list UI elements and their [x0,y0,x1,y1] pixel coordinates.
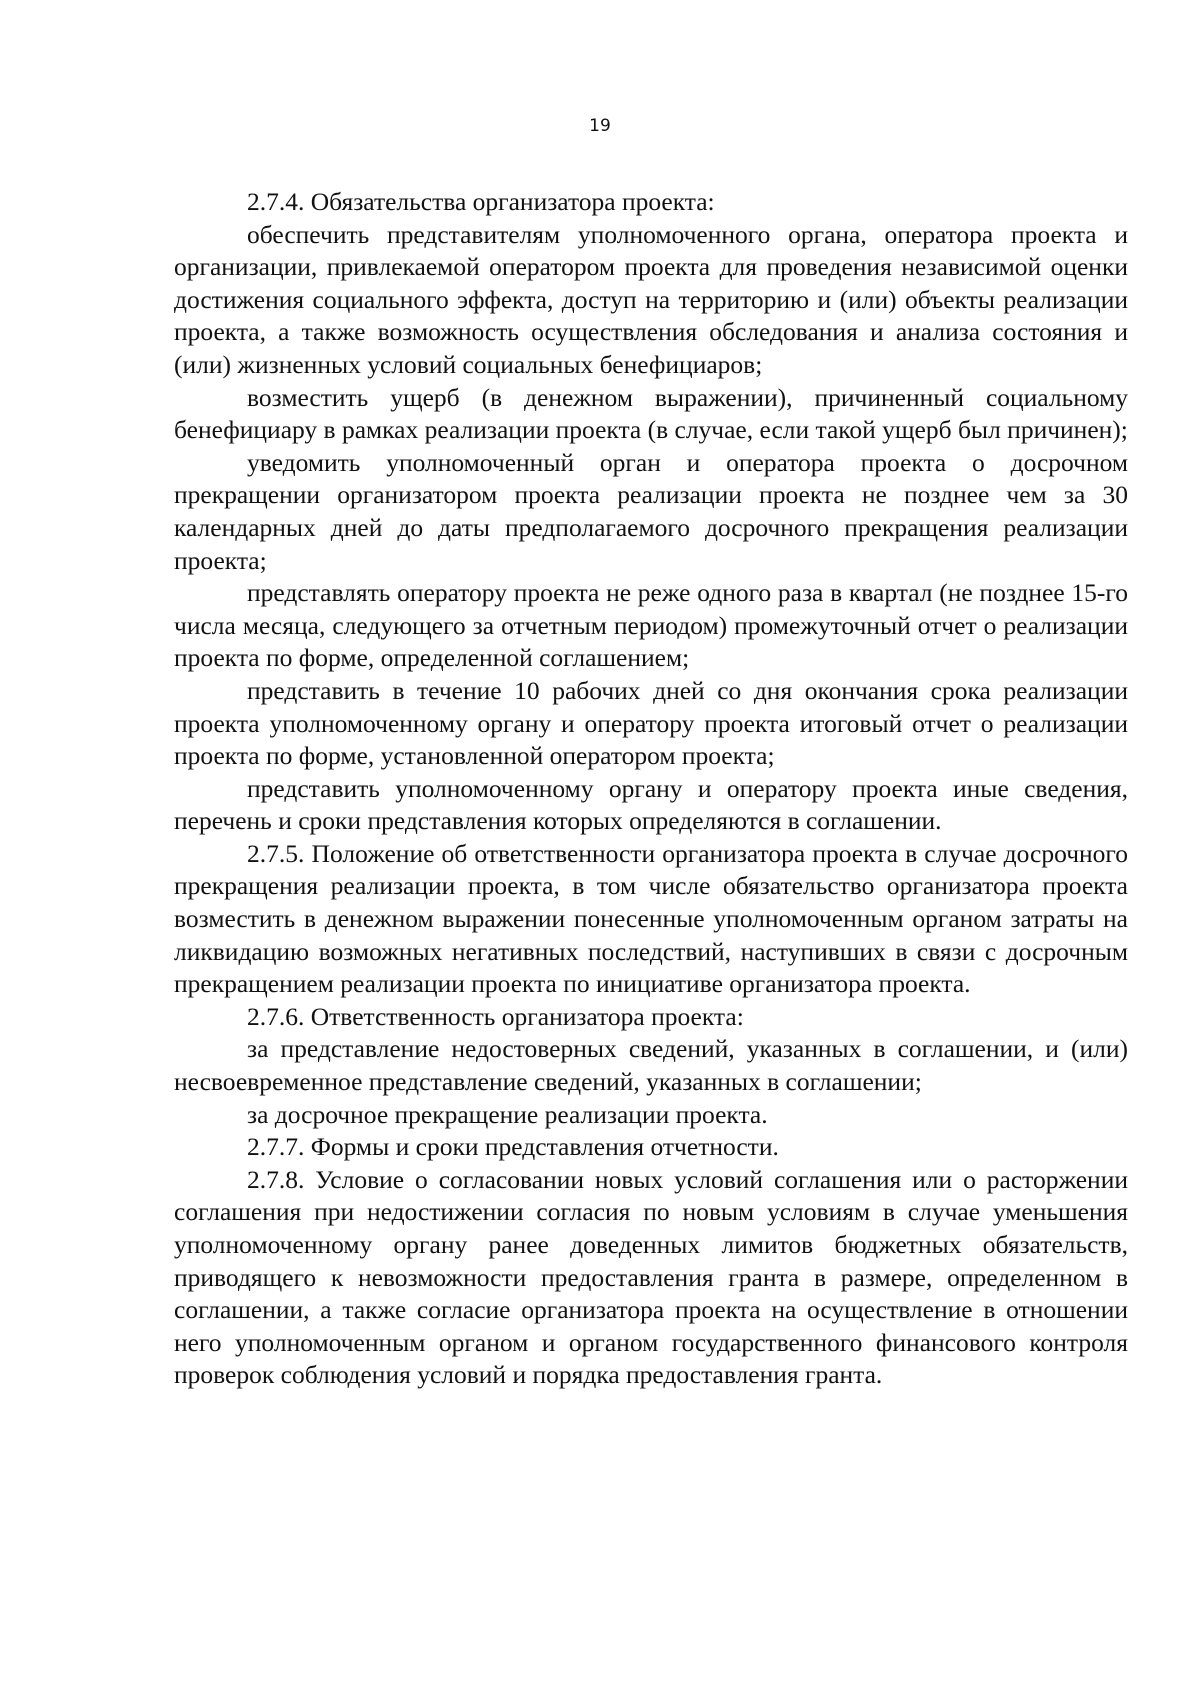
paragraph: представить уполномоченному органу и оператору проекта иные сведения, перечень и сроки представления которых определяются в соглашении. [174,773,1128,836]
paragraph: за представление недостоверных сведений, указанных в соглашении, и (или) несвоевременное представление сведений, указанных в соглашении; [174,1034,1128,1097]
document-body [174,186,1128,1392]
paragraph: возместить ущерб (в денежном выражении), причиненный социальному бенефициару в рамках реализации проекта (в случае, если такой ущерб был причинен); [174,382,1128,445]
paragraph: представлять оператору проекта не реже одного раза в квартал (не позднее 15-го числа месяца, следующего за отчетным периодом) промежуточный отчет о реализации проекта по форме, определенной соглашением; [174,578,1128,673]
paragraph-2-7-5: 2.7.5. Положение об ответственности организатора проекта в случае досрочного прекращения реализации проекта, в том числе обязательство организатора проекта возместить в денежном выражении понесенные уполномоченным органом затраты на ликвидацию возможных негативных последствий, наступивших в связи с досрочным прекращением реализации проекта по инициативе организатора проекта. [174,838,1128,999]
paragraph-2-7-8: 2.7.8. Условие о согласовании новых условий соглашения или о расторжении соглашения при недостижении согласия по новым условиям в случае уменьшения уполномоченному органу ранее доведенных лимитов бюджетных обязательств, приводящего к невозможности предоставления гранта в размере, определенном в соглашении, а также согласие организатора проекта на осуществление в отношении него уполномоченным органом и органом государственного финансового контроля проверок соблюдения условий и порядка предоставления гранта. [174,1164,1128,1390]
paragraph: за досрочное прекращение реализации проекта. [247,1099,768,1129]
paragraph: обеспечить представителям уполномоченного органа, оператора проекта и организации, привлекаемой оператором проекта для проведения независимой оценки достижения социального эффекта, доступ на территорию и (или) объекты реализации проекта, а также возможность осуществления обследования и анализа состояния и (или) жизненных условий социальных бенефициаров; [174,219,1128,379]
paragraph-2-7-7: 2.7.7. Формы и сроки представления отчетности. [247,1132,779,1162]
paragraph: представить в течение 10 рабочих дней со дня окончания срока реализации проекта уполномоченному органу и оператору проекта итоговый отчет о реализации проекта по форме, установленной оператором проекта; [174,675,1128,771]
page-number: 19 [589,116,611,136]
paragraph-2-7-4-heading: 2.7.4. Обязательства организатора проекта: [247,187,715,216]
paragraph-2-7-6-heading: 2.7.6. Ответственность организатора проекта: [247,1001,744,1031]
paragraph: уведомить уполномоченный орган и оператора проекта о досрочном прекращении организатором проекта реализации проекта не позднее чем за 30 календарных дней до даты предполагаемого досрочного прекращения реализации проекта; [174,447,1128,575]
